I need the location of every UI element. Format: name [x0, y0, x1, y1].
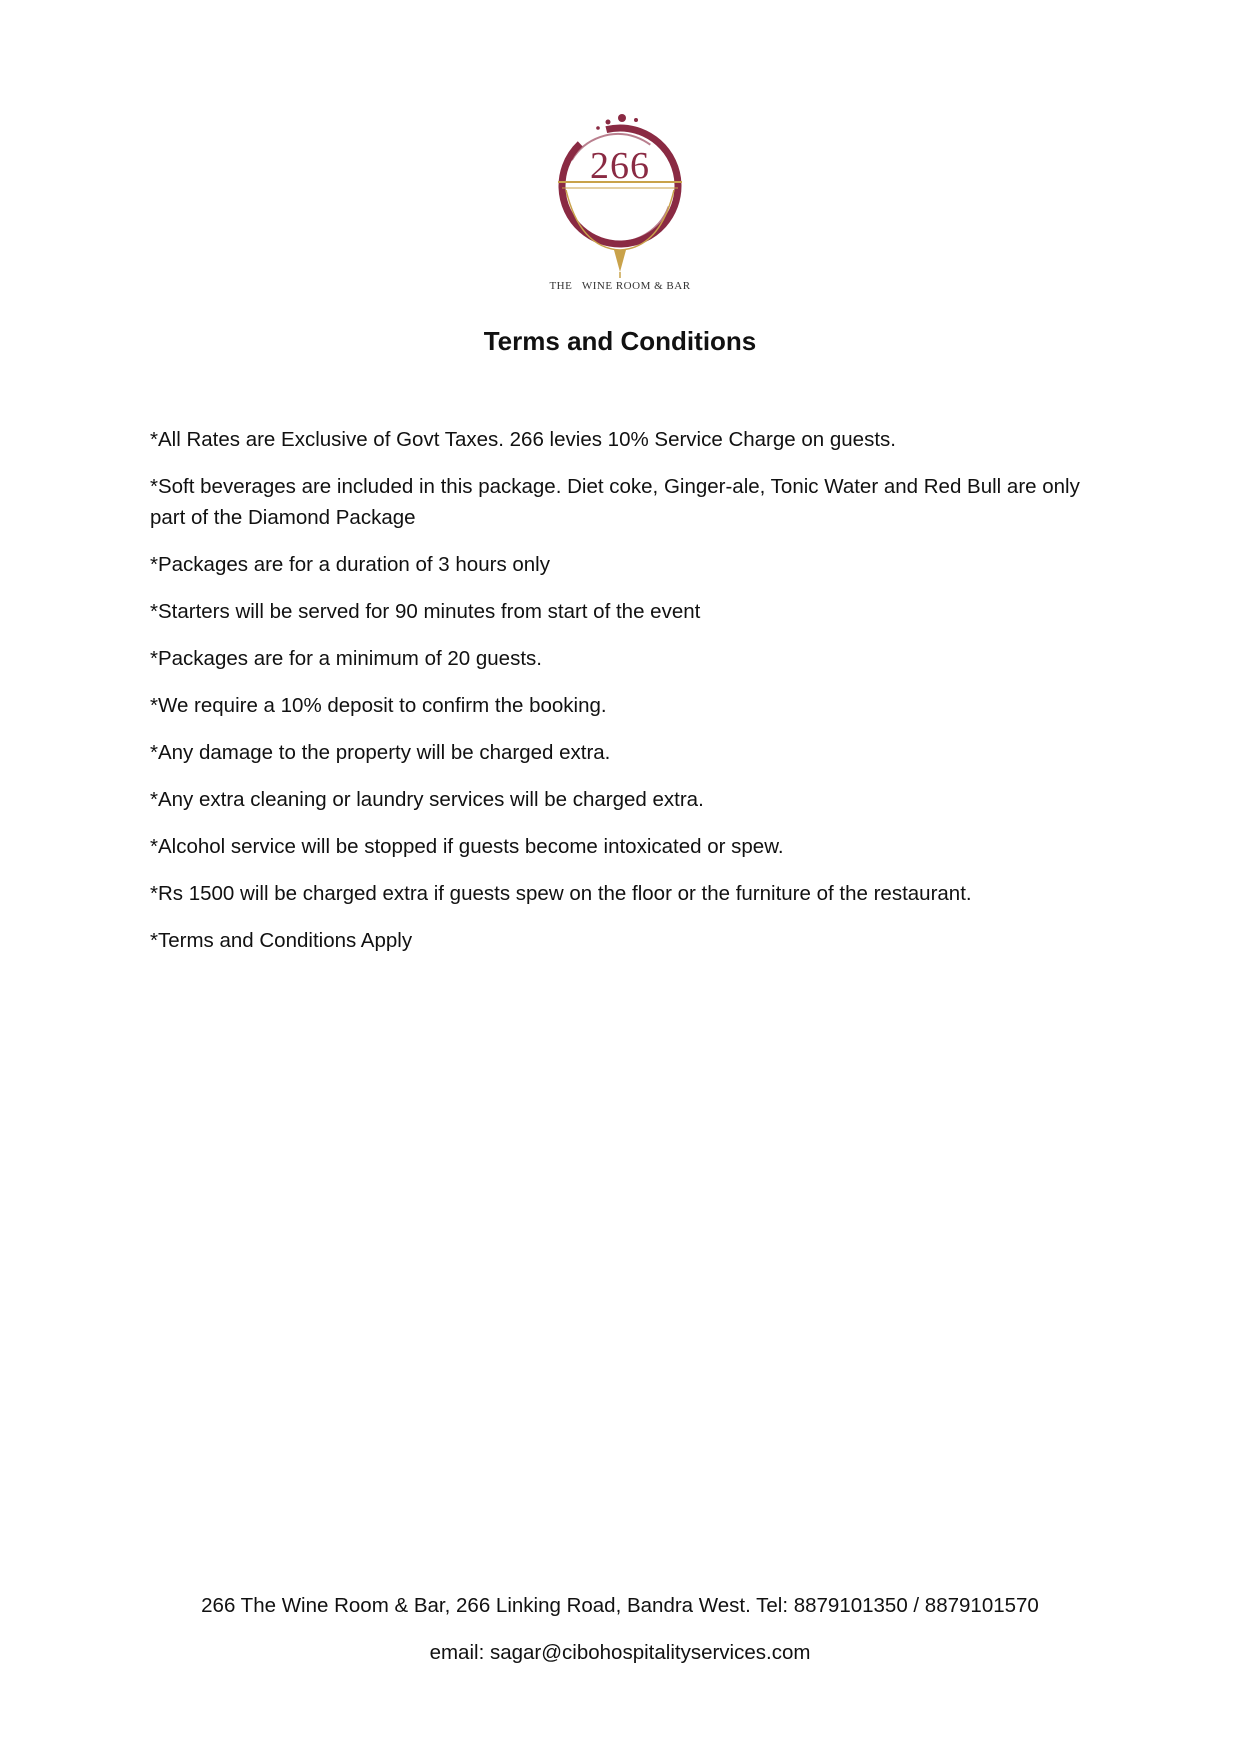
logo-number: 266: [590, 145, 650, 187]
term-item: *Packages are for a minimum of 20 guests.: [150, 647, 542, 670]
terms-list: [150, 424, 1090, 972]
term-item: *Any extra cleaning or laundry services will be charged extra.: [150, 788, 704, 811]
term-item: *Starters will be served for 90 minutes from start of the event: [150, 600, 701, 623]
term-item: *Packages are for a duration of 3 hours only: [150, 553, 550, 576]
term-item: *Terms and Conditions Apply: [150, 929, 413, 952]
term-item: *Alcohol service will be stopped if guests become intoxicated or spew.: [150, 835, 784, 858]
term-item: *Soft beverages are included in this package. Diet coke, Ginger-ale, Tonic Water and Red Bull are only part of the Diamond Package: [150, 475, 1080, 529]
term-item: *All Rates are Exclusive of Govt Taxes. 266 levies 10% Service Charge on guests.: [150, 428, 896, 451]
term-item: *Rs 1500 will be charged extra if guests spew on the floor or the furniture of the restaurant.: [150, 882, 972, 905]
footer-address: 266 The Wine Room & Bar, 266 Linking Road, Bandra West. Tel: 8879101350 / 8879101570: [201, 1594, 1039, 1617]
wine-glass-logo-icon: [540, 108, 700, 308]
logo-tagline: THE WINE ROOM & BAR: [549, 280, 691, 292]
term-item: *Any damage to the property will be charged extra.: [150, 741, 611, 764]
brand-logo: [540, 108, 700, 308]
term-item: *We require a 10% deposit to confirm the booking.: [150, 694, 607, 717]
page-title: Terms and Conditions: [483, 326, 757, 356]
footer-email: email: sagar@cibohospitalityservices.com: [429, 1641, 811, 1664]
